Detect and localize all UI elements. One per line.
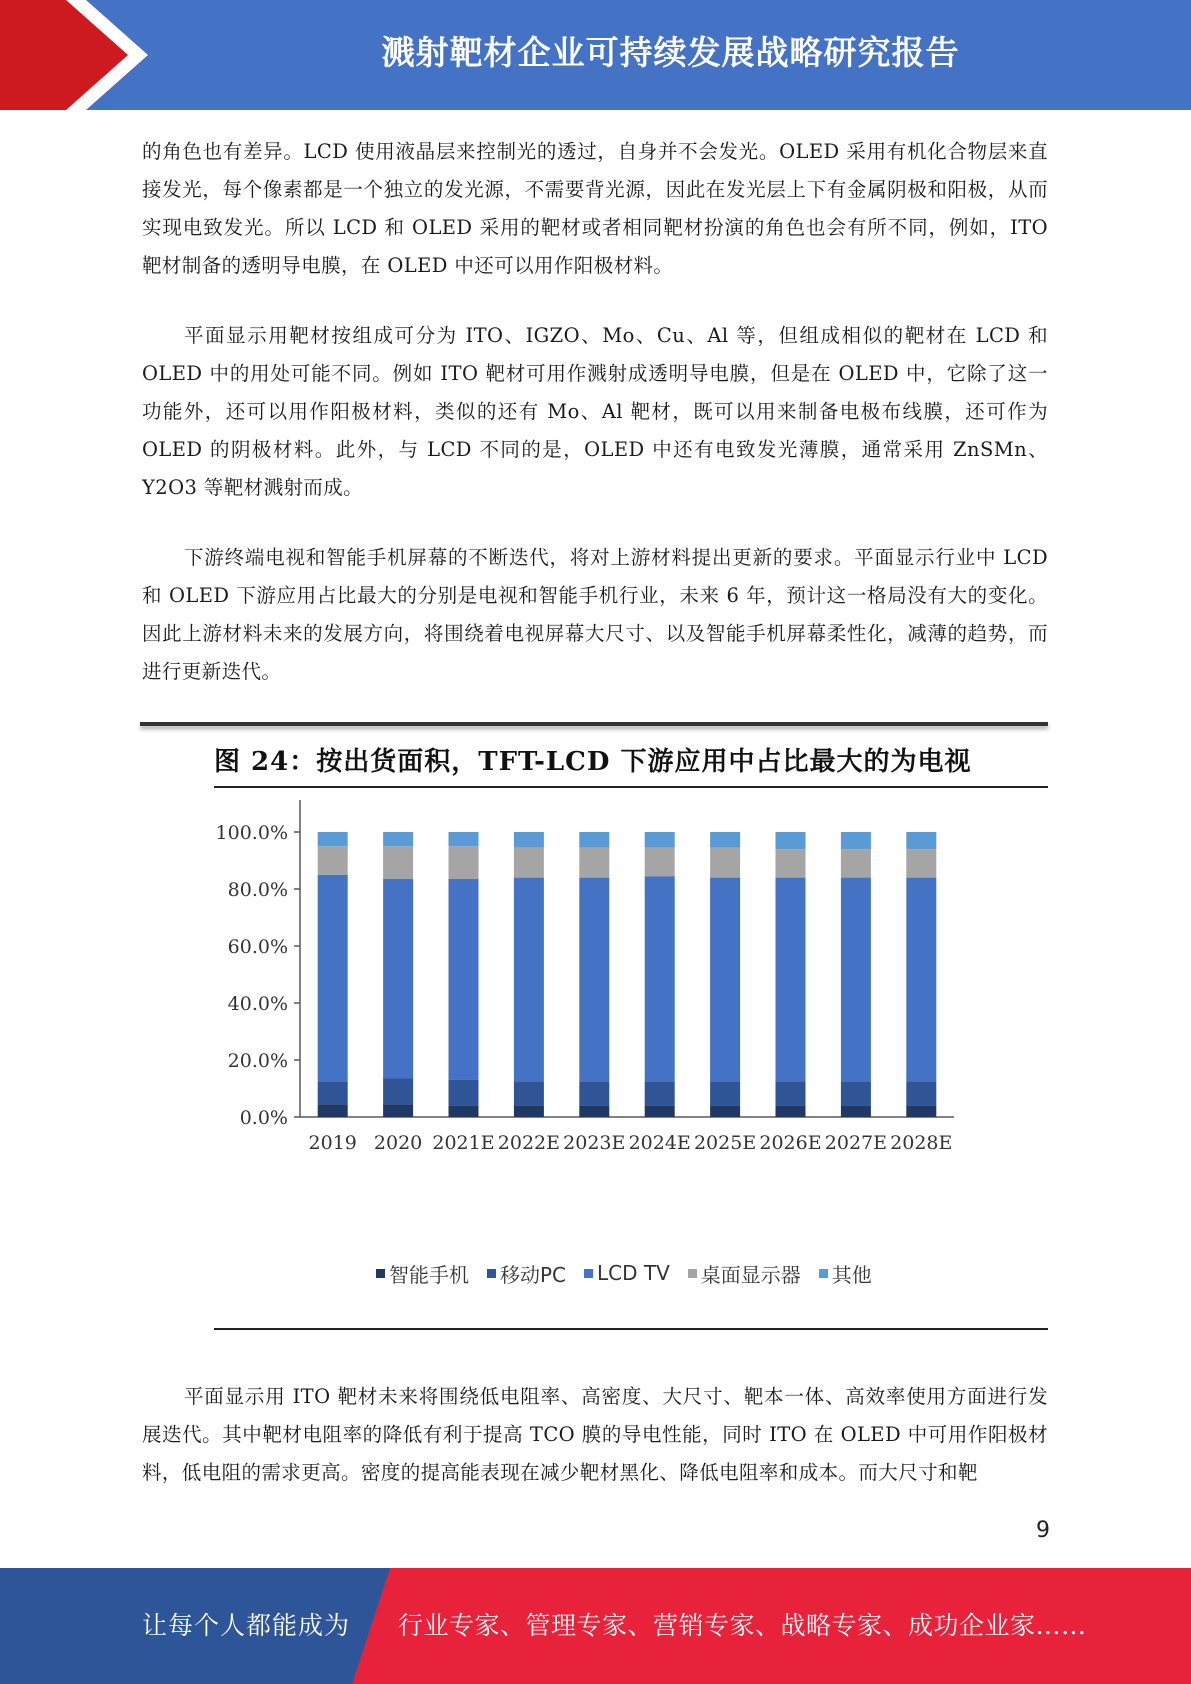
x-tick-label: 2024E — [628, 1132, 691, 1154]
paragraph-2: 平面显示用靶材按组成可分为 ITO、IGZO、Mo、Cu、Al 等，但组成相似的靶材在 LCD 和 OLED 中的用处可能不同。例如 ITO 靶材可用作溅射成透明导电膜，但是在 OLED 中，它除了这一功能外，还可以用作阳极材料，类似的还有 Mo、Al 靶材，既可以用来制备电极布线膜，还可作为 OLED 的阴极材料。此外，与 LCD 不同的是，OLED 中还有电致发光薄膜，通常采用 ZnSMn、Y2O3 等靶材溅射而成。 — [142, 324, 1048, 499]
figure-title: 图 24：按出货面积，TFT-LCD 下游应用中占比最大的为电视 — [214, 747, 972, 777]
bar-segment — [579, 1106, 609, 1117]
bar-segment — [579, 848, 609, 878]
figure-top-rule — [140, 722, 1048, 726]
bar-segment — [579, 832, 609, 848]
bar-segment — [449, 832, 479, 846]
footer-slogan: 让每个人都能成为 — [142, 1611, 351, 1640]
bar-segment — [318, 1081, 348, 1104]
footer-roles: 行业专家、管理专家、营销专家、战略专家、成功企业家…… — [398, 1611, 1087, 1640]
bar-segment — [449, 846, 479, 879]
legend-swatch — [688, 1269, 697, 1278]
bar-segment — [514, 878, 544, 1082]
legend-label: 其他 — [831, 1262, 872, 1287]
bar-segment — [449, 1106, 479, 1117]
x-tick-label: 2019 — [308, 1132, 357, 1154]
paragraph-3: 下游终端电视和智能手机屏幕的不断迭代，将对上游材料提出更新的要求。平面显示行业中 LCD 和 OLED 下游应用占比最大的分别是电视和智能手机行业，未来 6 年，预计这一格局没有大的变化。因此上游材料未来的发展方向，将围绕着电视屏幕大尺寸、以及智能手机屏幕柔性化，减薄的趋势，而进行更新迭代。 — [142, 546, 1048, 683]
bar-segment — [645, 1106, 675, 1117]
bar-segment — [710, 1081, 740, 1105]
legend-item — [487, 1259, 566, 1288]
bar-segment — [383, 1104, 413, 1117]
bar-segment — [383, 832, 413, 846]
bar-segment — [906, 1106, 936, 1117]
bar-segment — [841, 878, 871, 1082]
body-text-bottom — [142, 1378, 1048, 1524]
bar-segment — [841, 1106, 871, 1117]
legend-swatch — [584, 1269, 593, 1278]
bar-segment — [579, 878, 609, 1082]
legend-item — [376, 1259, 469, 1288]
legend-swatch — [487, 1269, 496, 1278]
bar-segment — [318, 1104, 348, 1117]
body-text-top — [142, 133, 1048, 723]
bar-segment — [906, 878, 936, 1082]
y-tick-label: 80.0% — [227, 879, 288, 901]
bar-segment — [776, 832, 806, 849]
bar-segment — [383, 846, 413, 879]
x-tick-label: 2022E — [497, 1132, 561, 1154]
stacked-bar-chart — [214, 800, 1048, 1252]
bar-segment — [841, 832, 871, 849]
x-tick-label: 2028E — [890, 1132, 953, 1154]
figure-title-rule — [214, 786, 1048, 788]
bar-segment — [318, 832, 348, 846]
bar-segment — [449, 1080, 479, 1106]
page-header — [0, 0, 1191, 110]
y-tick-label: 100.0% — [215, 822, 288, 844]
bar-segment — [841, 1081, 871, 1105]
bar-segment — [645, 876, 675, 1081]
bar-segment — [514, 848, 544, 878]
page-footer — [0, 1568, 1191, 1684]
bar-segment — [906, 832, 936, 849]
bar-segment — [776, 849, 806, 878]
bar-segment — [776, 878, 806, 1082]
bar-segment — [318, 846, 348, 875]
bar-segment — [579, 1081, 609, 1105]
paragraph-1: 的角色也有差异。LCD 使用液晶层来控制光的透过，自身并不会发光。OLED 采用有机化合物层来直接发光，每个像素都是一个独立的发光源，不需要背光源，因此在发光层上下有金属阴极和阳极，从而实现电致发光。所以 LCD 和 OLED 采用的靶材或者相同靶材扮演的角色也会有所不同，例如，ITO 靶材制备的透明导电膜，在 OLED 中还可以用作阳极材料。 — [142, 140, 1048, 277]
page-number: 9 — [1036, 1518, 1050, 1543]
paragraph-4: 平面显示用 ITO 靶材未来将围绕低电阻率、高密度、大尺寸、靶本一体、高效率使用方面进行发展迭代。其中靶材电阻率的降低有利于提高 TCO 膜的导电性能，同时 ITO 在 OLED 中可用作阳极材料，低电阻的需求更高。密度的提高能表现在减少靶材黑化、降低电阻率和成本。而大尺寸和靶 — [142, 1385, 1048, 1484]
y-tick-label: 20.0% — [227, 1050, 288, 1072]
bar-segment — [710, 848, 740, 878]
bar-segment — [776, 1106, 806, 1117]
y-tick-label: 40.0% — [227, 993, 288, 1015]
legend-item — [688, 1259, 801, 1288]
bar-segment — [318, 875, 348, 1082]
bar-segment — [514, 1106, 544, 1117]
bar-segment — [645, 832, 675, 848]
bar-segment — [449, 879, 479, 1080]
figure-bottom-rule — [214, 1328, 1048, 1330]
y-tick-label: 0.0% — [239, 1107, 288, 1129]
legend-swatch — [376, 1269, 385, 1278]
header-arrow-decoration — [0, 0, 150, 110]
y-tick-label: 60.0% — [227, 936, 288, 958]
bar-segment — [776, 1081, 806, 1105]
legend-label: 智能手机 — [389, 1262, 469, 1287]
bar-segment — [514, 832, 544, 848]
bar-segment — [710, 832, 740, 848]
x-tick-label: 2021E — [432, 1132, 495, 1154]
legend-swatch — [819, 1269, 828, 1278]
chart-legend — [376, 1258, 890, 1288]
bar-segment — [710, 1106, 740, 1117]
legend-item — [819, 1259, 872, 1288]
x-tick-label: 2020 — [373, 1132, 423, 1154]
bar-segment — [906, 1081, 936, 1105]
bar-segment — [710, 878, 740, 1082]
x-tick-label: 2023E — [563, 1132, 626, 1154]
bar-segment — [645, 848, 675, 877]
legend-label: 桌面显示器 — [700, 1262, 801, 1287]
x-tick-label: 2026E — [759, 1132, 822, 1154]
x-tick-label: 2025E — [693, 1132, 757, 1154]
bar-segment — [841, 849, 871, 878]
bar-segment — [645, 1081, 675, 1105]
legend-label: LCD TV — [597, 1261, 670, 1285]
report-title: 溅射靶材企业可持续发展战略研究报告 — [381, 33, 960, 72]
legend-item — [584, 1261, 670, 1285]
bar-segment — [383, 1079, 413, 1105]
bar-segment — [906, 849, 936, 878]
x-tick-label: 2027E — [824, 1132, 888, 1154]
bar-segment — [514, 1081, 544, 1105]
legend-label: 移动PC — [500, 1262, 567, 1287]
bar-segment — [383, 879, 413, 1079]
